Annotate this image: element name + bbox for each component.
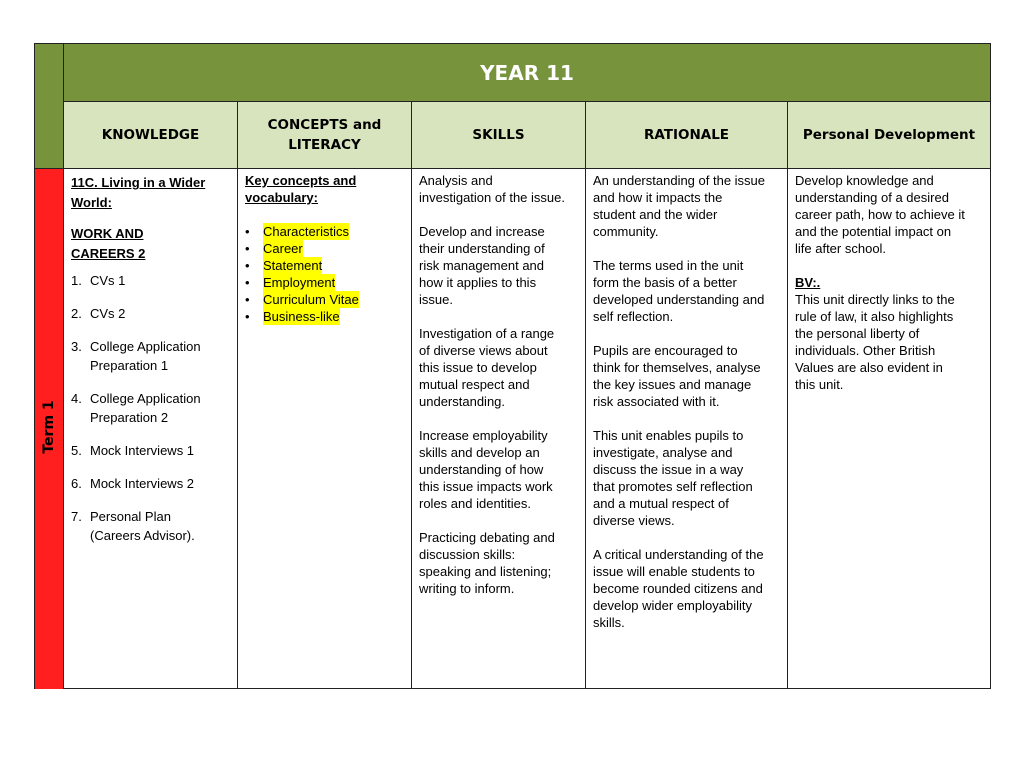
vocabulary-list — [245, 223, 405, 325]
header-skills-label: SKILLS — [472, 127, 525, 143]
rationale-text-line: investigate, analyse and — [593, 445, 733, 460]
vocabulary-title — [245, 172, 405, 206]
lesson-item — [64, 337, 231, 375]
rationale-text-line — [593, 410, 781, 427]
bullet: • — [245, 292, 250, 307]
lesson-number: 2. — [71, 306, 82, 321]
vocabulary-item — [245, 291, 405, 308]
rationale-text-line: form the basis of a better — [593, 275, 737, 290]
rationale-text-line — [593, 325, 781, 342]
skills-text-line: risk management and — [419, 258, 545, 273]
lesson-number: 7. — [71, 509, 82, 524]
skills-text-line: this issue to develop — [419, 360, 537, 375]
british-values-line: rule of law, it also highlights — [795, 309, 954, 324]
lesson-title-line1: CVs 1 — [90, 273, 126, 288]
concepts-cell — [238, 169, 412, 689]
british-values-line: Values are also evident in — [795, 360, 943, 375]
skills-text-line: mutual respect and — [419, 377, 530, 392]
british-values-line: the personal liberty of — [795, 326, 920, 341]
lesson-title — [90, 389, 201, 427]
vocabulary-term: Statement — [263, 258, 323, 273]
page-title: YEAR 11 — [64, 44, 990, 102]
lesson-item — [64, 474, 231, 493]
rationale-text-line: issue will enable students to — [593, 564, 755, 579]
bullet: • — [245, 224, 250, 239]
skills-text-line: investigation of the issue. — [419, 190, 565, 205]
skills-text-line: skills and develop an — [419, 445, 540, 460]
rationale-text-line: The terms used in the unit — [593, 258, 744, 273]
rationale-text-line — [593, 240, 781, 257]
skills-text-line — [419, 410, 579, 427]
personal-development-cell — [788, 169, 990, 689]
header-personal-label: Personal Development — [802, 127, 976, 143]
lesson-title-line1: CVs 2 — [90, 306, 126, 321]
lesson-item — [64, 271, 231, 290]
lesson-title-line2: Preparation 1 — [90, 358, 169, 373]
skills-text-line: writing to inform. — [419, 581, 515, 596]
rationale-text-line: diverse views. — [593, 513, 675, 528]
lesson-item — [64, 441, 231, 460]
skills-text-line: Increase employability — [419, 428, 548, 443]
lesson-item — [64, 304, 231, 323]
british-values-line: This unit directly links to the — [795, 292, 955, 307]
lesson-title-line1: College Application — [90, 391, 201, 406]
lesson-number: 3. — [71, 339, 82, 354]
lesson-title-line2: (Careers Advisor). — [90, 528, 195, 543]
rationale-text-line — [593, 529, 781, 546]
rationale-text-line: A critical understanding of the — [593, 547, 764, 562]
british-values-line: this unit. — [795, 377, 844, 392]
header-personal-development — [788, 102, 990, 168]
lesson-list — [64, 271, 231, 545]
lesson-title — [90, 507, 195, 545]
vocabulary-item — [245, 257, 405, 274]
column-header-row — [64, 102, 990, 168]
lesson-title-line1: Mock Interviews 1 — [90, 443, 195, 458]
vocabulary-term: Characteristics — [263, 224, 349, 239]
term-1-row — [64, 168, 990, 689]
lesson-title — [90, 304, 125, 323]
vocabulary-item — [245, 308, 405, 325]
rationale-text-line: and how it impacts the — [593, 190, 723, 205]
skills-text-line — [419, 206, 579, 223]
skills-text-line: this issue impacts work — [419, 479, 553, 494]
lesson-title — [90, 337, 201, 375]
skills-text-line: their understanding of — [419, 241, 545, 256]
rationale-text-line: skills. — [593, 615, 625, 630]
rationale-text-line: develop wider employability — [593, 598, 752, 613]
british-values-text — [795, 291, 984, 393]
rationale-text-line: Pupils are encouraged to — [593, 343, 738, 358]
rationale-text-line: that promotes self reflection — [593, 479, 753, 494]
skills-text-line — [419, 512, 579, 529]
vocabulary-term: Curriculum Vitae — [263, 292, 359, 307]
unit-title — [64, 172, 231, 213]
skills-text-line: Develop and increase — [419, 224, 545, 239]
rationale-text-line: think for themselves, analyse — [593, 360, 761, 375]
skills-text-line: speaking and listening; — [419, 564, 552, 579]
unit-subtitle — [64, 224, 231, 264]
header-rationale — [586, 102, 788, 168]
unit-title-line2: World: — [71, 195, 112, 210]
rationale-text-line: become rounded citizens and — [593, 581, 763, 596]
vocabulary-term: Employment — [263, 275, 336, 290]
skills-cell — [412, 169, 586, 689]
rationale-text-line: the key issues and manage — [593, 377, 752, 392]
bullet: • — [245, 275, 250, 290]
lesson-title-line1: Personal Plan — [90, 509, 171, 524]
lesson-item — [64, 507, 231, 545]
lesson-number: 5. — [71, 443, 82, 458]
british-values-label: BV:. — [795, 275, 821, 290]
knowledge-cell — [64, 169, 238, 689]
lesson-number: 6. — [71, 476, 82, 491]
bullet: • — [245, 309, 250, 324]
personal-text-line: Develop knowledge and — [795, 173, 934, 188]
skills-text-line: how it applies to this — [419, 275, 537, 290]
term-label: Term 1 — [41, 400, 57, 454]
corner-band — [35, 44, 64, 168]
vocabulary-term: Business-like — [263, 309, 340, 324]
lesson-number: 1. — [71, 273, 82, 288]
skills-text-line — [419, 308, 579, 325]
lesson-title — [90, 474, 194, 493]
skills-text-line: issue. — [419, 292, 453, 307]
vocabulary-title-line1: Key concepts and — [245, 173, 357, 188]
lesson-title-line2: Preparation 2 — [90, 410, 169, 425]
spacer — [795, 257, 984, 274]
header-knowledge-label: KNOWLEDGE — [101, 127, 200, 143]
lesson-number: 4. — [71, 391, 82, 406]
header-concepts-line2: LITERACY — [288, 137, 361, 153]
rationale-text-line: self reflection. — [593, 309, 674, 324]
skills-text-line: Practicing debating and — [419, 530, 555, 545]
year-11-plan-table — [34, 43, 991, 689]
vocabulary-term: Career — [263, 241, 303, 256]
lesson-item — [64, 389, 231, 427]
personal-development-intro — [795, 172, 984, 257]
personal-text-line: and the potential impact on — [795, 224, 952, 239]
bullet: • — [245, 241, 250, 256]
unit-subtitle-line1: WORK AND — [71, 226, 144, 241]
personal-text-line: career path, how to achieve it — [795, 207, 965, 222]
header-knowledge — [64, 102, 238, 168]
skills-text-line: Analysis and — [419, 173, 493, 188]
personal-text-line: life after school. — [795, 241, 887, 256]
rationale-text-line: This unit enables pupils to — [593, 428, 744, 443]
vocabulary-item — [245, 223, 405, 240]
term-band — [35, 168, 64, 689]
unit-subtitle-line2: CAREERS 2 — [71, 246, 146, 261]
skills-text-line: understanding. — [419, 394, 506, 409]
lesson-title-line1: College Application — [90, 339, 201, 354]
rationale-text-line: An understanding of the issue — [593, 173, 766, 188]
header-concepts — [238, 102, 412, 168]
skills-text-line: understanding of how — [419, 462, 544, 477]
skills-text-line: Investigation of a range — [419, 326, 555, 341]
rationale-cell — [586, 169, 788, 689]
vocabulary-item — [245, 240, 405, 257]
rationale-text-line: developed understanding and — [593, 292, 765, 307]
header-concepts-line1: CONCEPTS and — [267, 117, 382, 133]
rationale-text-line: student and the wider — [593, 207, 718, 222]
header-rationale-label: RATIONALE — [643, 127, 730, 143]
bullet: • — [245, 258, 250, 273]
personal-text-line: understanding of a desired — [795, 190, 949, 205]
skills-text-line: discussion skills: — [419, 547, 516, 562]
rationale-text-line: risk associated with it. — [593, 394, 720, 409]
lesson-title-line1: Mock Interviews 2 — [90, 476, 195, 491]
british-values-line: individuals. Other British — [795, 343, 936, 358]
header-skills — [412, 102, 586, 168]
vocabulary-item — [245, 274, 405, 291]
skills-text-line: of diverse views about — [419, 343, 548, 358]
lesson-title — [90, 271, 125, 290]
lesson-title — [90, 441, 194, 460]
rationale-text-line: and a mutual respect of — [593, 496, 729, 511]
skills-text-line: roles and identities. — [419, 496, 532, 511]
rationale-text-line: discuss the issue in a way — [593, 462, 744, 477]
vocabulary-title-line2: vocabulary: — [245, 190, 318, 205]
rationale-text-line: community. — [593, 224, 659, 239]
unit-title-line1: 11C. Living in a Wider — [71, 175, 206, 190]
